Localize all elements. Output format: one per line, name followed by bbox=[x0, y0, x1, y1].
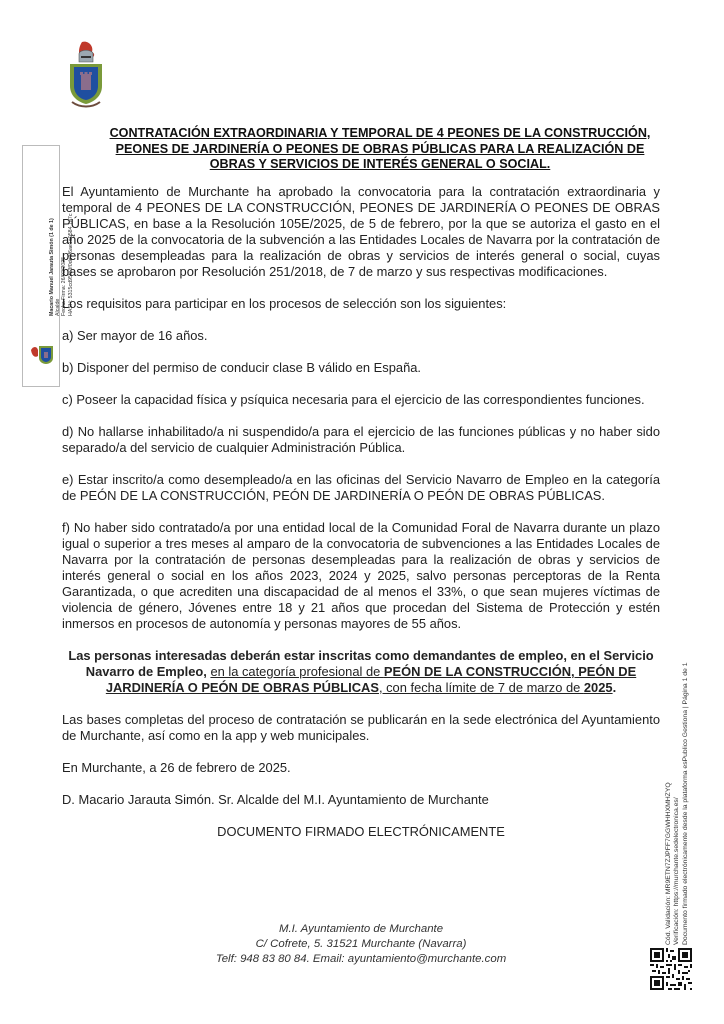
page-footer bbox=[180, 922, 542, 967]
notice-part: Las personas interesadas deberán estar inscritas como demandantes de empleo, en el Servicio Navarro de Empleo, bbox=[68, 648, 654, 679]
signature-role: Alcalde bbox=[55, 298, 62, 316]
requirement-item: c) Poseer la capacidad física y psíquica necesaria para el ejercicio de las correspondientes funciones. bbox=[62, 392, 645, 407]
municipal-crest-logo bbox=[66, 40, 106, 110]
requirement-item: a) Ser mayor de 16 años. bbox=[62, 328, 208, 343]
notice-part: . bbox=[612, 680, 617, 695]
requirement-item: f) No haber sido contratado/a por una entidad local de la Comunidad Foral de Navarra durante un plazo igual o superior a tres meses al amparo de la convocatoria de subvenciones a las Entidades Locales de Navarra por la contratación de personas desempleadas para la realización de obras y servicios de interés general o social en los años 2023, 2024 y 2025, salvo personas perceptoras de la Renta Garantizada, o que acrediten una discapacidad de al menos el 33%, o que sean mujeres víctimas de violencia de género, Jóvenes entre 18 y 21 años que procedan del Sistema de Protección y estén inmersos en procesos de autonomía y personas mayores de 55 años. bbox=[62, 520, 660, 631]
signature-date: Fecha Firma: 26/02/2025 bbox=[61, 256, 68, 316]
requirement-item: b) Disponer del permiso de conducir clase B válido en España. bbox=[62, 360, 421, 375]
electronic-signature-stamp bbox=[22, 145, 74, 387]
intro-paragraph: El Ayuntamiento de Murchante ha aprobado la convocatoria para la contratación extraordinaria y temporal de 4 PEONES DE LA CONSTRUCCIÓN, PEONES DE JARDINERÍA O PEONES DE OBRAS PÚBLICAS, en base a la Resolución 105E/2025, de 5 de febrero, por la que se autoriza el gasto en el año 2025 de la convocatoria de la subvención a las Entidades Locales de Navarra por la contratación de personas desempleadas para la realización de obras y servicios de interés general o social, cuyas bases se aprobaron por Resolución 251/2018, de 7 de marzo y sus respectivas modificaciones. bbox=[62, 184, 660, 279]
verification-link[interactable]: Verificación: https://murchante.sedelectronica.es/ bbox=[673, 797, 681, 945]
signature-hash: HASH: 5315cd95fa3f0de1f6ae1e0584 1a7c bbox=[67, 213, 74, 316]
document-title: CONTRATACIÓN EXTRAORDINARIA Y TEMPORAL DE 4 PEONES DE LA CONSTRUCCIÓN, PEONES DE JARDINERÍA O PEONES DE OBRAS PÚBLICAS PARA LA REALIZACIÓN DE OBRAS Y SERVICIOS DE INTERÉS GENERAL O SOCIAL. bbox=[109, 126, 651, 171]
platform-note: Documento firmado electrónicamente desde la plataforma esPublico Gestiona | Página 1 de 1 bbox=[681, 662, 689, 945]
requirement-item: d) No hallarse inhabilitado/a ni suspendido/a para el ejercicio de las funciones públicas y no haber sido separado/a del servicio de cualquier Administración Pública. bbox=[62, 424, 660, 455]
notice-part: PEÓN DE LA CONSTRUCCIÓN, PEÓN DE JARDINERÍA O PEÓN DE OBRAS PÚBLICAS bbox=[105, 664, 637, 695]
place-date: En Murchante, a 26 de febrero de 2025. bbox=[62, 760, 291, 775]
requirements-intro: Los requisitos para participar en los procesos de selección son los siguientes: bbox=[62, 296, 507, 311]
signature-name: Macario Manuel Jarauta Simón (1 de 1) bbox=[49, 218, 55, 316]
validation-code: Cód. Validación: MR9ETN7ZJPFF7GGWHHXMHZYQ bbox=[665, 782, 672, 945]
registration-notice bbox=[62, 648, 660, 696]
notice-part: , con fecha límite de 7 de marzo de bbox=[378, 680, 584, 695]
signed-label: DOCUMENTO FIRMADO ELECTRÓNICAMENTE bbox=[217, 824, 505, 839]
document-body bbox=[62, 184, 660, 856]
verification-strip bbox=[665, 645, 705, 945]
qr-code-icon[interactable] bbox=[650, 948, 692, 990]
notice-part: 2025 bbox=[583, 680, 613, 695]
footer-line: M.I. Ayuntamiento de Murchante bbox=[278, 923, 444, 935]
footer-line: C/ Cofrete, 5. 31521 Murchante (Navarra) bbox=[255, 938, 467, 950]
footer-line: Telf: 948 83 80 84. Email: ayuntamiento@murchante.com bbox=[215, 953, 507, 965]
signatory: D. Macario Jarauta Simón. Sr. Alcalde del M.I. Ayuntamiento de Murchante bbox=[62, 792, 489, 807]
requirement-item: e) Estar inscrito/a como desempleado/a en las oficinas del Servicio Navarro de Empleo en la categoría de PEÓN DE LA CONSTRUCCIÓN, PEÓN DE JARDINERÍA O PEÓN DE OBRAS PÚBLICAS. bbox=[62, 472, 660, 503]
notice-part: en la categoría profesional de bbox=[210, 664, 384, 679]
publication-paragraph: Las bases completas del proceso de contratación se publicarán en la sede electrónica del Ayuntamiento de Murchante, así como en la app y web municipales. bbox=[62, 712, 660, 743]
signature-crest-icon bbox=[29, 342, 55, 366]
